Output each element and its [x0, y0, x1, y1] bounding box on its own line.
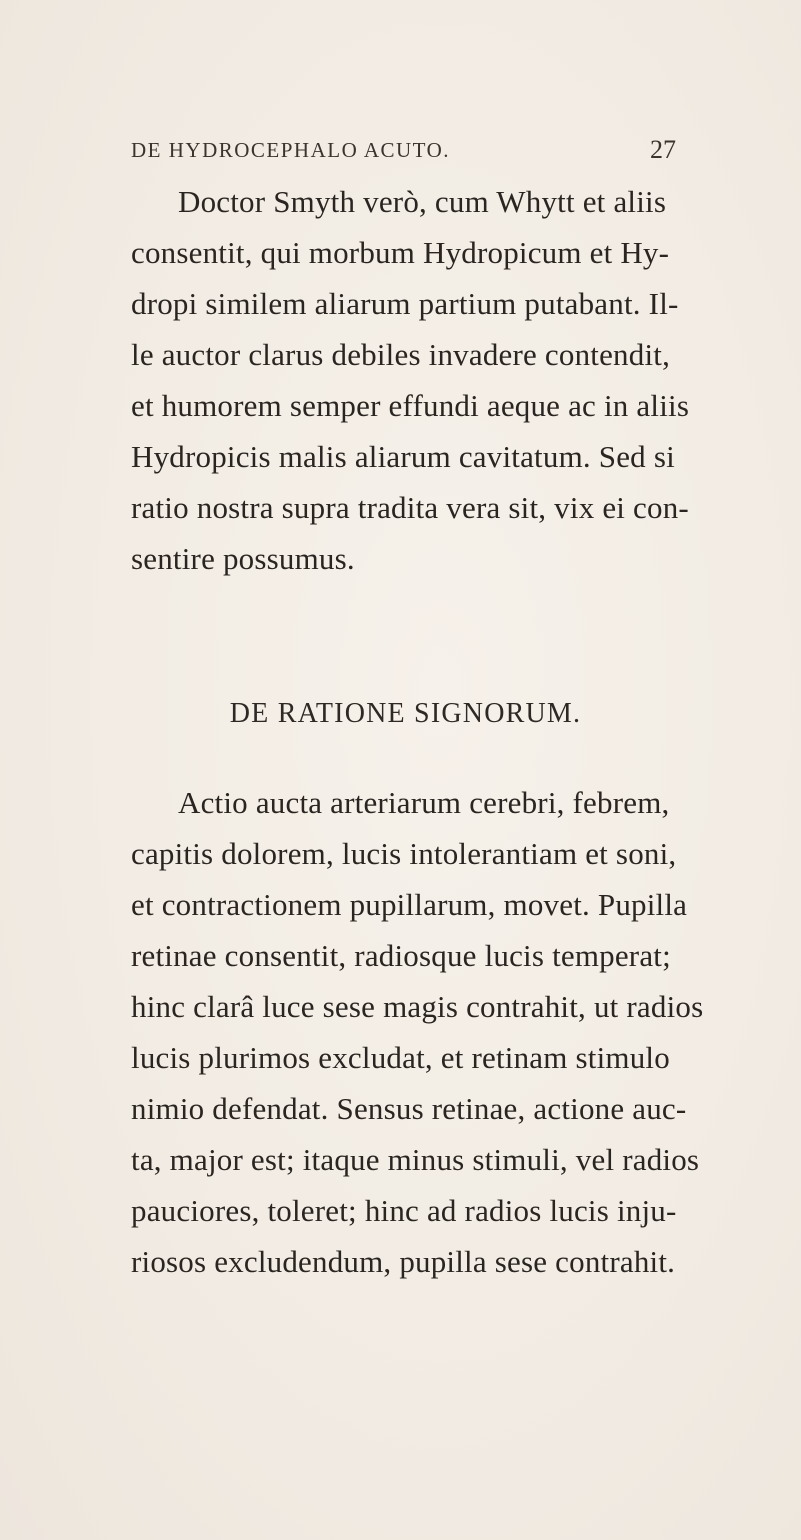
paragraph-line: consentit, qui morbum Hydropicum et Hy- — [131, 235, 670, 270]
paragraph-line: le auctor clarus debiles invadere contendit, — [131, 337, 671, 372]
paragraph-line: lucis plurimos excludat, et retinam stimulo — [131, 1040, 670, 1075]
page-number: 27 — [650, 135, 676, 164]
paragraph-line: riosos excludendum, pupilla sese contrahit. — [131, 1244, 676, 1279]
paragraph-line: et contractionem pupillarum, movet. Pupilla — [131, 887, 688, 922]
paragraph-line: nimio defendat. Sensus retinae, actione auc- — [131, 1091, 687, 1126]
paragraph-line: ratio nostra supra tradita vera sit, vix ei con- — [131, 490, 689, 525]
running-head — [131, 135, 676, 168]
paragraph-line: retinae consentit, radiosque lucis temperat; — [131, 938, 671, 973]
paragraph-line: dropi similem aliarum partium putabant. Il- — [131, 286, 679, 321]
running-title: DE HYDROCEPHALO ACUTO. — [131, 138, 451, 162]
paragraph-line: sentire possumus. — [131, 541, 355, 576]
paragraph-line: Actio aucta arteriarum cerebri, febrem, — [178, 785, 670, 820]
paragraph-line: et humorem semper effundi aeque ac in aliis — [131, 388, 690, 423]
paragraph-line: Hydropicis malis aliarum cavitatum. Sed si — [131, 439, 675, 474]
section-heading: DE RATIONE SIGNORUM. — [229, 698, 582, 729]
paragraph-line: hinc clarâ luce sese magis contrahit, ut radios — [131, 989, 704, 1024]
paragraph-line: Doctor Smyth verò, cum Whytt et aliis — [178, 184, 667, 219]
paragraph-line: ta, major est; itaque minus stimuli, vel radios — [131, 1142, 700, 1177]
paragraph-line: pauciores, toleret; hinc ad radios lucis inju- — [131, 1193, 677, 1228]
paragraph-line: capitis dolorem, lucis intolerantiam et soni, — [131, 836, 677, 871]
